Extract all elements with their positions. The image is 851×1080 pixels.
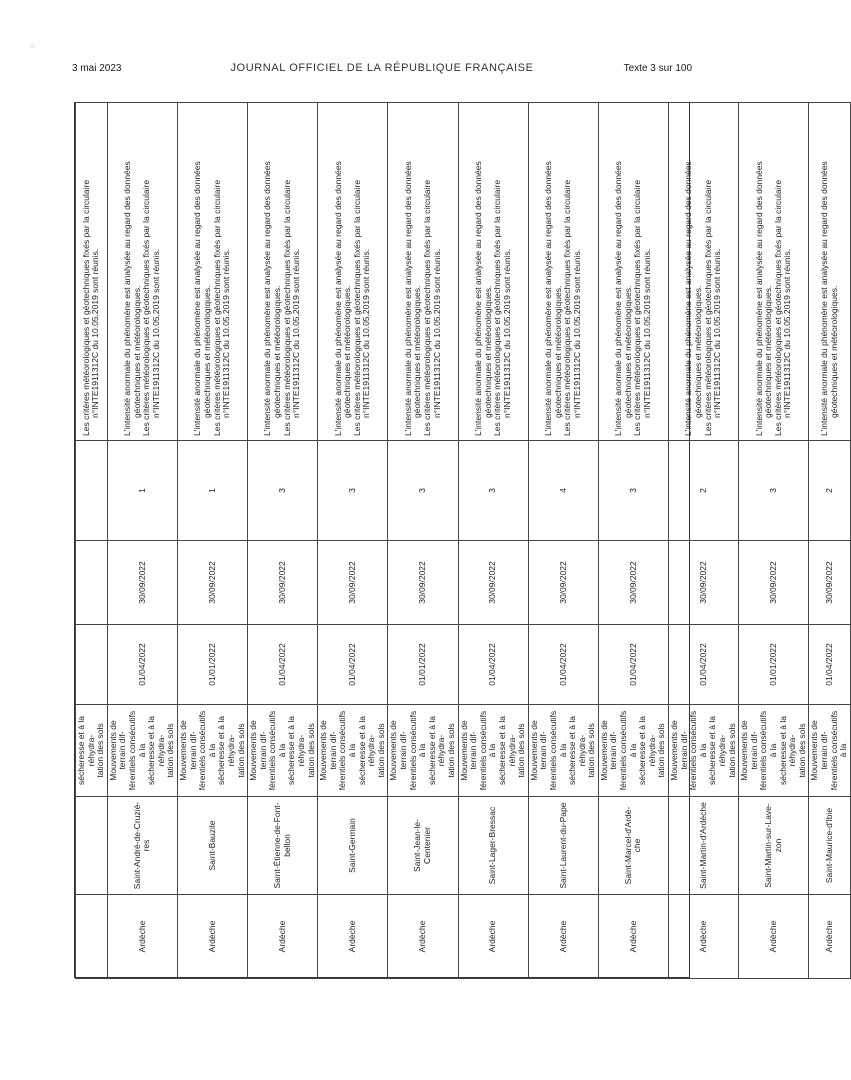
cell-date-debut: 01/04/2022 — [809, 625, 850, 705]
cell-nombre-arretes: 3 — [248, 441, 318, 541]
observation-line: L'intensité anormale du phénomène est analysée au regard des données — [613, 161, 624, 436]
cell-phenomene: Mouvements de terrain dif- férentiels consécutifs à la sécheresse et à la réhydra- tation des sols — [177, 705, 247, 797]
cell-date-fin: 30/09/2022 — [177, 541, 247, 625]
table-row — [318, 103, 388, 979]
cell-departement: Ardèche — [248, 895, 318, 979]
table-row — [177, 103, 247, 979]
cell-date-fin: 30/09/2022 — [669, 541, 739, 625]
cell-date-debut: 01/04/2022 — [458, 625, 528, 705]
cell-date-fin: 30/09/2022 — [248, 541, 318, 625]
observation-line: Les critères météorologiques et géotechniques fixés par la circulaire — [421, 179, 432, 436]
table-row — [248, 103, 318, 979]
cell-nombre-arretes: 3 — [598, 441, 668, 541]
cell-commune: Saint-Étienne-de-Font- bellon — [248, 797, 318, 895]
cell-commune: Saint-Maurice-d'Ibie — [809, 797, 850, 895]
cell-phenomene: Mouvements de terrain dif- férentiels consécutifs à la sécheresse et à la réhydra- tation des sols — [669, 705, 739, 797]
observation-line: n°INTE1911312C du 10.05.2019 sont réunis. — [642, 248, 653, 418]
cell-nombre-arretes: 1 — [107, 441, 177, 541]
cell-date-fin: 30/09/2022 — [388, 541, 458, 625]
scan-mark: ½ — [30, 44, 36, 50]
cell-date-debut: 01/04/2022 — [669, 625, 739, 705]
cell-phenomene: Mouvements de terrain dif- férentiels consécutifs à la sécheresse et à la réhydra- tation des sols — [248, 705, 318, 797]
cell-departement: Ardèche — [739, 895, 809, 979]
table-row — [107, 103, 177, 979]
cell-observations — [598, 103, 668, 441]
cell-departement: Ardèche — [318, 895, 388, 979]
observation-line: n°INTE1911312C du 10.05.2019 sont réunis. — [571, 248, 582, 418]
cell-commune: Saint-Jean-le-Centenier — [388, 797, 458, 895]
cell-departement: Ardèche — [598, 895, 668, 979]
observation-line: n°INTE1911312C du 10.05.2019 sont réunis. — [90, 248, 101, 418]
cell-commune: Saint-Germain — [318, 797, 388, 895]
cell-observations — [528, 103, 598, 441]
observation-line: n°INTE1911312C du 10.05.2019 sont réunis. — [782, 248, 793, 418]
observation-line: Les critères météorologiques et géotechniques fixés par la circulaire — [492, 179, 503, 436]
cell-departement: Ardèche — [177, 895, 247, 979]
cell-nombre-arretes: 2 — [809, 441, 850, 541]
rotated-table-content — [75, 103, 849, 979]
observation-line: L'intensité anormale du phénomène est analysée au regard des données — [402, 161, 413, 436]
decree-table — [75, 102, 851, 979]
cell-date-debut: 01/01/2022 — [177, 625, 247, 705]
cell-nombre-arretes — [76, 441, 108, 541]
cell-phenomene: Mouvements de terrain dif- férentiels consécutifs à la sécheresse et à la réhydra- tation des sols — [598, 705, 668, 797]
cell-date-debut: 01/04/2022 — [107, 625, 177, 705]
observation-line: n°INTE1911312C du 10.05.2019 sont réunis. — [150, 248, 161, 418]
cell-commune: Saint-Martin-d'Ardèche — [669, 797, 739, 895]
cell-phenomene: Mouvements de terrain dif- férentiels consécutifs à la sécheresse et à la réhydra- tation des sols — [739, 705, 809, 797]
observation-line: L'intensité anormale du phénomène est analysée au regard des données — [818, 161, 829, 436]
cell-observations — [76, 103, 108, 441]
cell-nombre-arretes: 3 — [388, 441, 458, 541]
observation-line: géotechniques et météorologiques. — [552, 285, 563, 418]
cell-date-debut: 01/01/2022 — [388, 625, 458, 705]
cell-nombre-arretes: 1 — [177, 441, 247, 541]
observation-line: n°INTE1911312C du 10.05.2019 sont réunis. — [361, 248, 372, 418]
observation-line: géotechniques et météorologiques. — [763, 285, 774, 418]
cell-date-fin: 30/09/2022 — [107, 541, 177, 625]
cell-date-fin: 30/09/2022 — [739, 541, 809, 625]
observation-line: n°INTE1911312C du 10.05.2019 sont réunis. — [221, 248, 232, 418]
cell-commune — [76, 797, 108, 895]
text-number: Texte 3 sur 100 — [623, 63, 692, 74]
cell-observations — [388, 103, 458, 441]
cell-date-fin: 30/09/2022 — [598, 541, 668, 625]
observation-line: L'intensité anormale du phénomène est analysée au regard des données — [122, 161, 133, 436]
observation-line: L'intensité anormale du phénomène est analysée au regard des données — [753, 161, 764, 436]
cell-departement — [76, 895, 108, 979]
cell-observations — [809, 103, 850, 441]
cell-observations — [248, 103, 318, 441]
cell-phenomene: sécheresse et à la réhydra- tation des sols — [76, 705, 108, 797]
table-row — [458, 103, 528, 979]
cell-date-debut: 01/01/2022 — [739, 625, 809, 705]
cell-date-fin: 30/09/2022 — [809, 541, 850, 625]
cell-phenomene: Mouvements de terrain dif- férentiels consécutifs à la sécheresse et à la réhydra- tation des sols — [388, 705, 458, 797]
observation-line: Les critères météorologiques et géotechniques fixés par la circulaire — [772, 179, 783, 436]
observation-line: L'intensité anormale du phénomène est analysée au regard des données — [543, 161, 554, 436]
table-row — [76, 103, 108, 979]
cell-date-fin: 30/09/2022 — [318, 541, 388, 625]
observation-line: Les critères météorologiques et géotechniques fixés par la circulaire — [80, 179, 91, 436]
cell-commune: Saint-André-de-Cruzié- res — [107, 797, 177, 895]
observation-line: L'intensité anormale du phénomène est analysée au regard des données — [472, 161, 483, 436]
cell-nombre-arretes: 3 — [458, 441, 528, 541]
cell-date-debut: 01/04/2022 — [248, 625, 318, 705]
observation-line: n°INTE1911312C du 10.05.2019 sont réunis. — [501, 248, 512, 418]
cell-departement: Ardèche — [809, 895, 850, 979]
observation-line: Les critères météorologiques et géotechniques fixés par la circulaire — [632, 179, 643, 436]
observation-line: n°INTE1911312C du 10.05.2019 sont réunis. — [431, 248, 442, 418]
table-row — [528, 103, 598, 979]
observation-line: géotechniques et météorologiques. — [828, 285, 839, 418]
cell-observations — [107, 103, 177, 441]
cell-nombre-arretes: 2 — [669, 441, 739, 541]
cell-nombre-arretes: 3 — [318, 441, 388, 541]
observation-line: Les critères météorologiques et géotechniques fixés par la circulaire — [702, 179, 713, 436]
observation-line: géotechniques et météorologiques. — [482, 285, 493, 418]
cell-departement: Ardèche — [669, 895, 739, 979]
cell-commune: Saint-Lager-Bressac — [458, 797, 528, 895]
cell-nombre-arretes: 3 — [739, 441, 809, 541]
journal-title: JOURNAL OFFICIEL DE LA RÉPUBLIQUE FRANÇAISE — [230, 62, 534, 74]
cell-commune: Saint-Bauzile — [177, 797, 247, 895]
observation-line: n°INTE1911312C du 10.05.2019 sont réunis. — [712, 248, 723, 418]
rotated-table-frame — [74, 102, 849, 978]
observation-line: géotechniques et météorologiques. — [412, 285, 423, 418]
cell-departement: Ardèche — [107, 895, 177, 979]
table-row — [669, 103, 739, 979]
observation-line: L'intensité anormale du phénomène est analysée au regard des données — [332, 161, 343, 436]
publication-date: 3 mai 2023 — [72, 63, 122, 74]
cell-date-debut: 01/04/2022 — [598, 625, 668, 705]
page-header — [72, 63, 692, 81]
observation-line: Les critères météorologiques et géotechniques fixés par la circulaire — [562, 179, 573, 436]
observation-line: géotechniques et météorologiques. — [131, 285, 142, 418]
cell-phenomene: Mouvements de terrain dif- férentiels consécutifs à la sécheresse et à la réhydra- tation des sols — [107, 705, 177, 797]
cell-commune: Saint-Laurent-du-Pape — [528, 797, 598, 895]
observation-line: géotechniques et météorologiques. — [342, 285, 353, 418]
cell-date-fin: 30/09/2022 — [528, 541, 598, 625]
table-row — [809, 103, 850, 979]
cell-observations — [458, 103, 528, 441]
cell-observations — [177, 103, 247, 441]
table-row — [388, 103, 458, 979]
table-row — [598, 103, 668, 979]
cell-date-debut — [76, 625, 108, 705]
cell-observations — [669, 103, 739, 441]
cell-phenomene: Mouvements de terrain dif- férentiels consécutifs à la sécheresse et à la réhydra- tation des sols — [528, 705, 598, 797]
observation-line: Les critères météorologiques et géotechniques fixés par la circulaire — [141, 179, 152, 436]
cell-nombre-arretes: 4 — [528, 441, 598, 541]
cell-phenomene: Mouvements de terrain dif- férentiels consécutifs à la — [809, 705, 850, 797]
observation-line: L'intensité anormale du phénomène est analysée au regard des données — [683, 161, 694, 436]
observation-line: géotechniques et météorologiques. — [272, 285, 283, 418]
cell-phenomene: Mouvements de terrain dif- férentiels consécutifs à la sécheresse et à la réhydra- tation des sols — [318, 705, 388, 797]
cell-departement: Ardèche — [388, 895, 458, 979]
observation-line: Les critères météorologiques et géotechniques fixés par la circulaire — [211, 179, 222, 436]
cell-date-debut: 01/04/2022 — [528, 625, 598, 705]
observation-line: L'intensité anormale du phénomène est analysée au regard des données — [192, 161, 203, 436]
observation-line: géotechniques et météorologiques. — [693, 285, 704, 418]
cell-date-debut: 01/04/2022 — [318, 625, 388, 705]
cell-date-fin — [76, 541, 108, 625]
observation-line: Les critères météorologiques et géotechniques fixés par la circulaire — [281, 179, 292, 436]
cell-commune: Saint-Martin-sur-Lave- zon — [739, 797, 809, 895]
cell-departement: Ardèche — [528, 895, 598, 979]
cell-observations — [318, 103, 388, 441]
observation-line: n°INTE1911312C du 10.05.2019 sont réunis. — [291, 248, 302, 418]
observation-line: géotechniques et météorologiques. — [622, 285, 633, 418]
cell-departement: Ardèche — [458, 895, 528, 979]
table-row — [739, 103, 809, 979]
cell-date-fin: 30/09/2022 — [458, 541, 528, 625]
observation-line: géotechniques et météorologiques. — [201, 285, 212, 418]
cell-commune: Saint-Marcel-d'Ardè- che — [598, 797, 668, 895]
cell-observations — [739, 103, 809, 441]
observation-line: Les critères météorologiques et géotechniques fixés par la circulaire — [351, 179, 362, 436]
observation-line: L'intensité anormale du phénomène est analysée au regard des données — [262, 161, 273, 436]
cell-phenomene: Mouvements de terrain dif- férentiels consécutifs à la sécheresse et à la réhydra- tation des sols — [458, 705, 528, 797]
